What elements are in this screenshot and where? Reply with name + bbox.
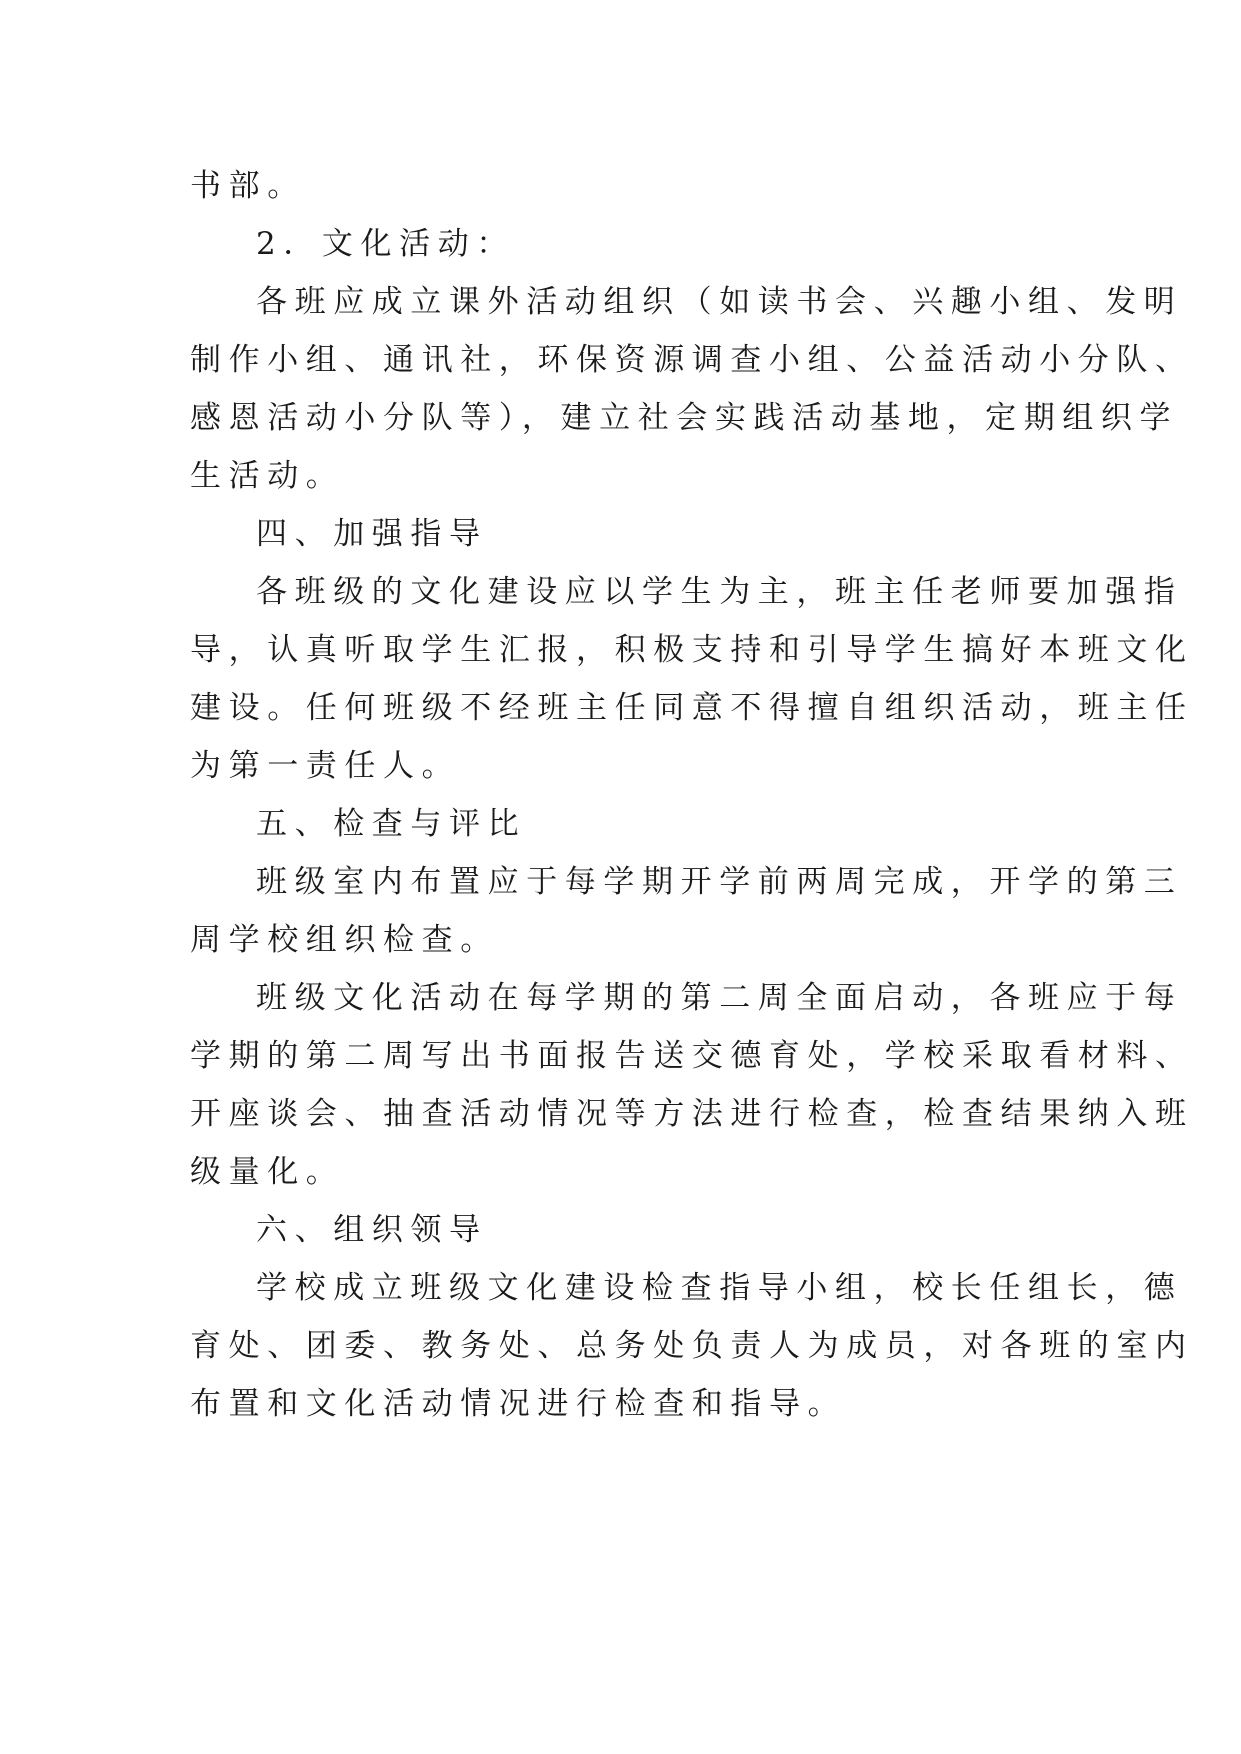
text-line: 为第一责任人。: [190, 748, 461, 784]
document-body: [190, 157, 1194, 1433]
text-line: 制作小组、通讯社，环保资源调查小组、公益活动小分队、: [190, 342, 1194, 378]
text-line: 级量化。: [190, 1154, 345, 1190]
text-line: 各班应成立课外活动组织（如读书会、兴趣小组、发明: [256, 284, 1183, 320]
text-line: 各班级的文化建设应以学生为主，班主任老师要加强指: [256, 574, 1183, 610]
text-line: 感恩活动小分队等），建立社会实践活动基地，定期组织学: [190, 400, 1179, 436]
section-heading: 六、组织领导: [256, 1212, 488, 1248]
text-line: 生活动。: [190, 458, 345, 494]
text-line: 书部。: [190, 168, 306, 204]
section-heading: 四、加强指导: [256, 516, 488, 552]
text-line: 学期的第二周写出书面报告送交德育处，学校采取看材料、: [190, 1038, 1194, 1074]
section-heading: 五、检查与评比: [256, 806, 527, 842]
text-line: 建设。任何班级不经班主任同意不得擅自组织活动，班主任: [190, 690, 1194, 726]
text-line: 班级文化活动在每学期的第二周全面启动，各班应于每: [256, 980, 1183, 1016]
text-line: 开座谈会、抽查活动情况等方法进行检查，检查结果纳入班: [190, 1096, 1194, 1132]
text-line: 导，认真听取学生汇报，积极支持和引导学生搞好本班文化: [190, 632, 1194, 668]
text-line: 育处、团委、教务处、总务处负责人为成员，对各班的室内: [190, 1328, 1194, 1364]
text-line: 2．文化活动：: [256, 226, 515, 262]
text-line: 布置和文化活动情况进行检查和指导。: [190, 1386, 847, 1422]
text-line: 学校成立班级文化建设检查指导小组，校长任组长，德: [256, 1270, 1183, 1306]
text-line: 周学校组织检查。: [190, 922, 499, 958]
text-line: 班级室内布置应于每学期开学前两周完成，开学的第三: [256, 864, 1183, 900]
